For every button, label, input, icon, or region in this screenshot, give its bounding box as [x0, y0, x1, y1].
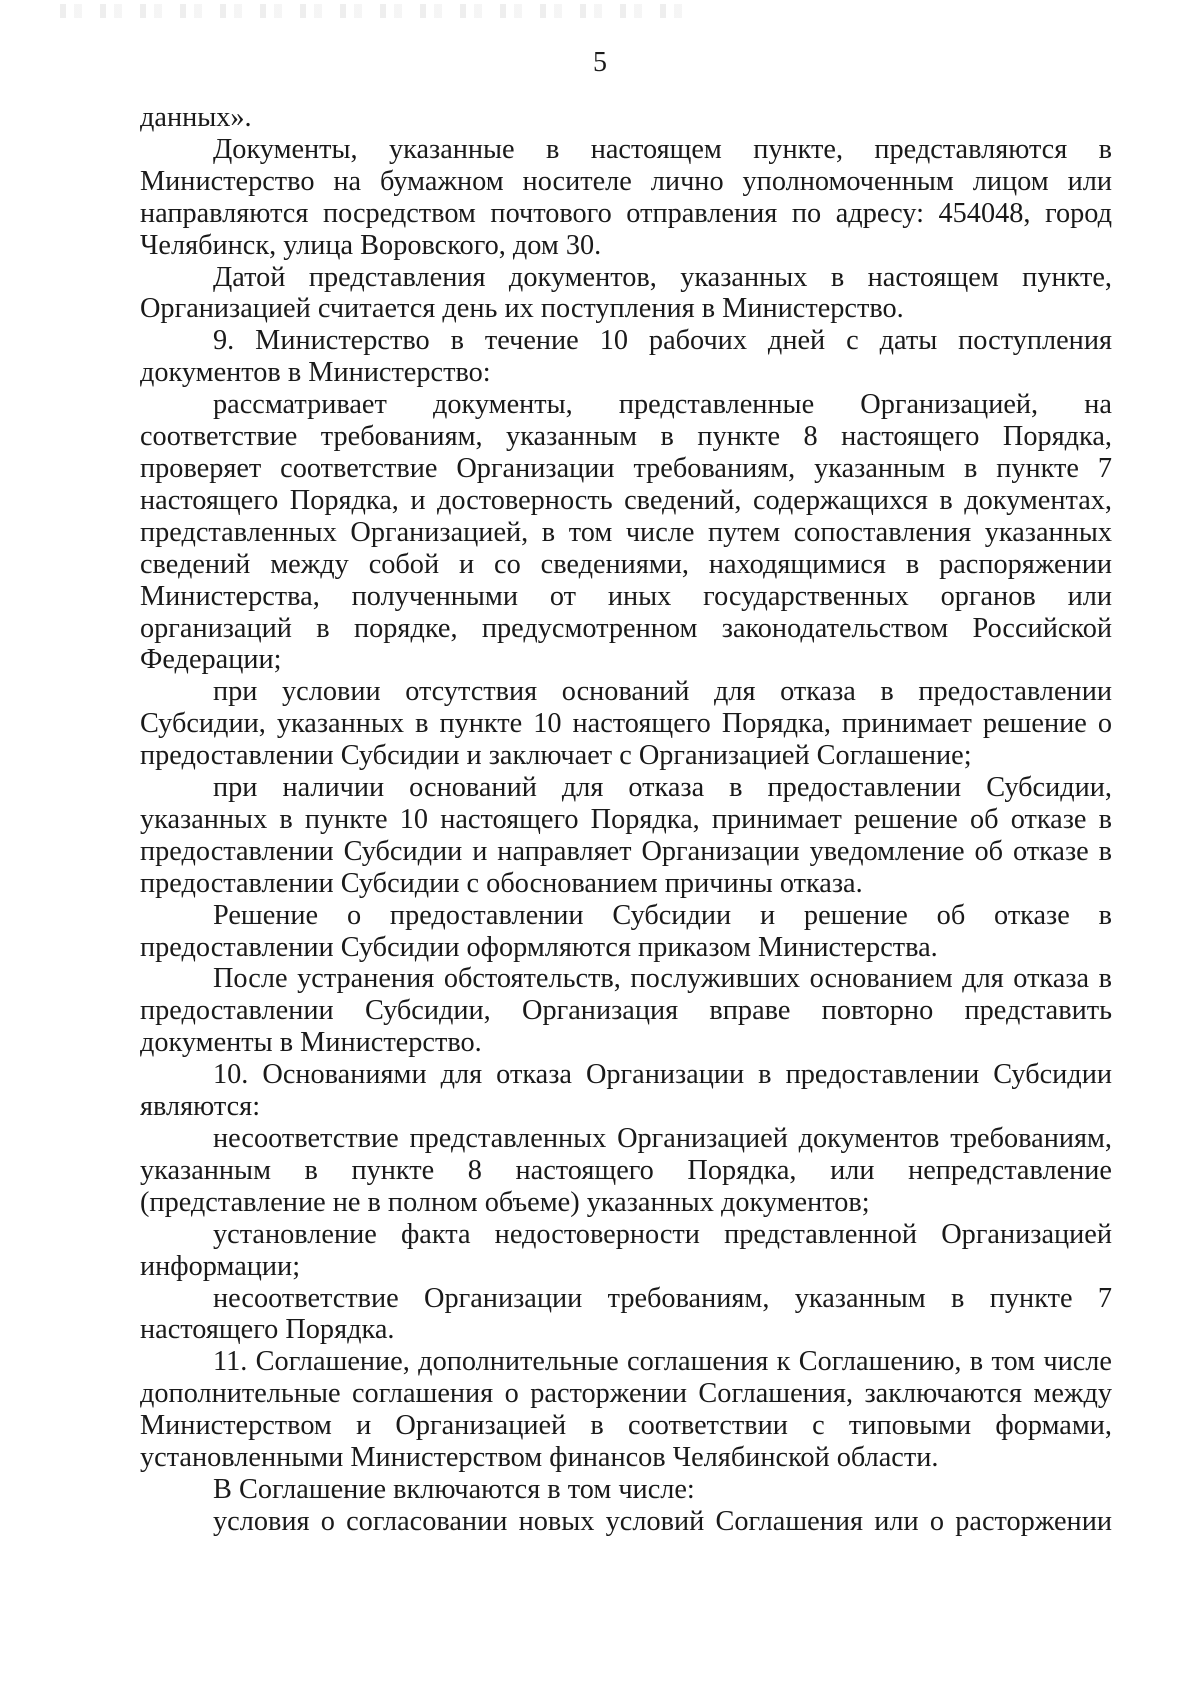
paragraph: несоответствие представленных Организацией документов требованиям, указанным в пункте 8 настоящего Порядка, или непредставление (представление не в полном объеме) указанных документов;: [140, 1123, 1112, 1218]
paragraph: 9. Министерство в течение 10 рабочих дней с даты поступления документов в Министерство:: [140, 325, 1112, 389]
document-body: [140, 102, 1112, 1538]
paragraph: установление факта недостоверности представленной Организацией информации;: [140, 1218, 1112, 1282]
paragraph: при условии отсутствия оснований для отказа в предоставлении Субсидии, указанных в пункте 10 настоящего Порядка, принимает решение о предоставлении Субсидии и заключает с Организацией Соглашение;: [140, 676, 1112, 772]
paragraph: Документы, указанные в настоящем пункте, представляются в Министерство на бумажном носителе лично уполномоченным лицом или направляются посредством почтового отправления по адресу: 454048, город Челябинск, улица Воровского, дом 30.: [140, 133, 1112, 261]
paragraph: данных».: [140, 102, 252, 133]
paragraph: 10. Основаниями для отказа Организации в предоставлении Субсидии являются:: [140, 1059, 1112, 1123]
paragraph: В Соглашение включаются в том числе:: [213, 1473, 695, 1505]
scan-artifact: [60, 4, 700, 18]
paragraph: рассматривает документы, представленные Организацией, на соответствие требованиям, указанным в пункте 8 настоящего Порядка, проверяет соответствие Организации требованиям, указанным в пункте 7 настоящего Порядка, и достоверность сведений, содержащихся в документах, представленных Организацией, в том числе путем сопоставления указанных сведений между собой и со сведениями, находящимися в распоряжении Министерства, полученными от иных государственных органов или организаций в порядке, предусмотренном законодательством Российской Федерации;: [140, 389, 1112, 676]
page-number: 5: [593, 47, 607, 78]
paragraph: условия о согласовании новых условий Соглашения или о расторжении: [213, 1505, 1112, 1537]
paragraph: несоответствие Организации требованиям, указанным в пункте 7 настоящего Порядка.: [140, 1282, 1112, 1346]
paragraph: Решение о предоставлении Субсидии и решение об отказе в предоставлении Субсидии оформляются приказом Министерства.: [140, 899, 1112, 963]
paragraph: при наличии оснований для отказа в предоставлении Субсидии, указанных в пункте 10 настоящего Порядка, принимает решение об отказе в предоставлении Субсидии и направляет Организации уведомление об отказе в предоставлении Субсидии с обоснованием причины отказа.: [140, 772, 1112, 899]
paragraph: 11. Соглашение, дополнительные соглашения к Соглашению, в том числе дополнительные соглашения о расторжении Соглашения, заключаются между Министерством и Организацией в соответствии с типовыми формами, установленными Министерством финансов Челябинской области.: [140, 1346, 1112, 1474]
paragraph: После устранения обстоятельств, послуживших основанием для отказа в предоставлении Субсидии, Организация вправе повторно представить документы в Министерство.: [140, 963, 1112, 1059]
paragraph: Датой представления документов, указанных в настоящем пункте, Организацией считается день их поступления в Министерство.: [140, 261, 1112, 325]
